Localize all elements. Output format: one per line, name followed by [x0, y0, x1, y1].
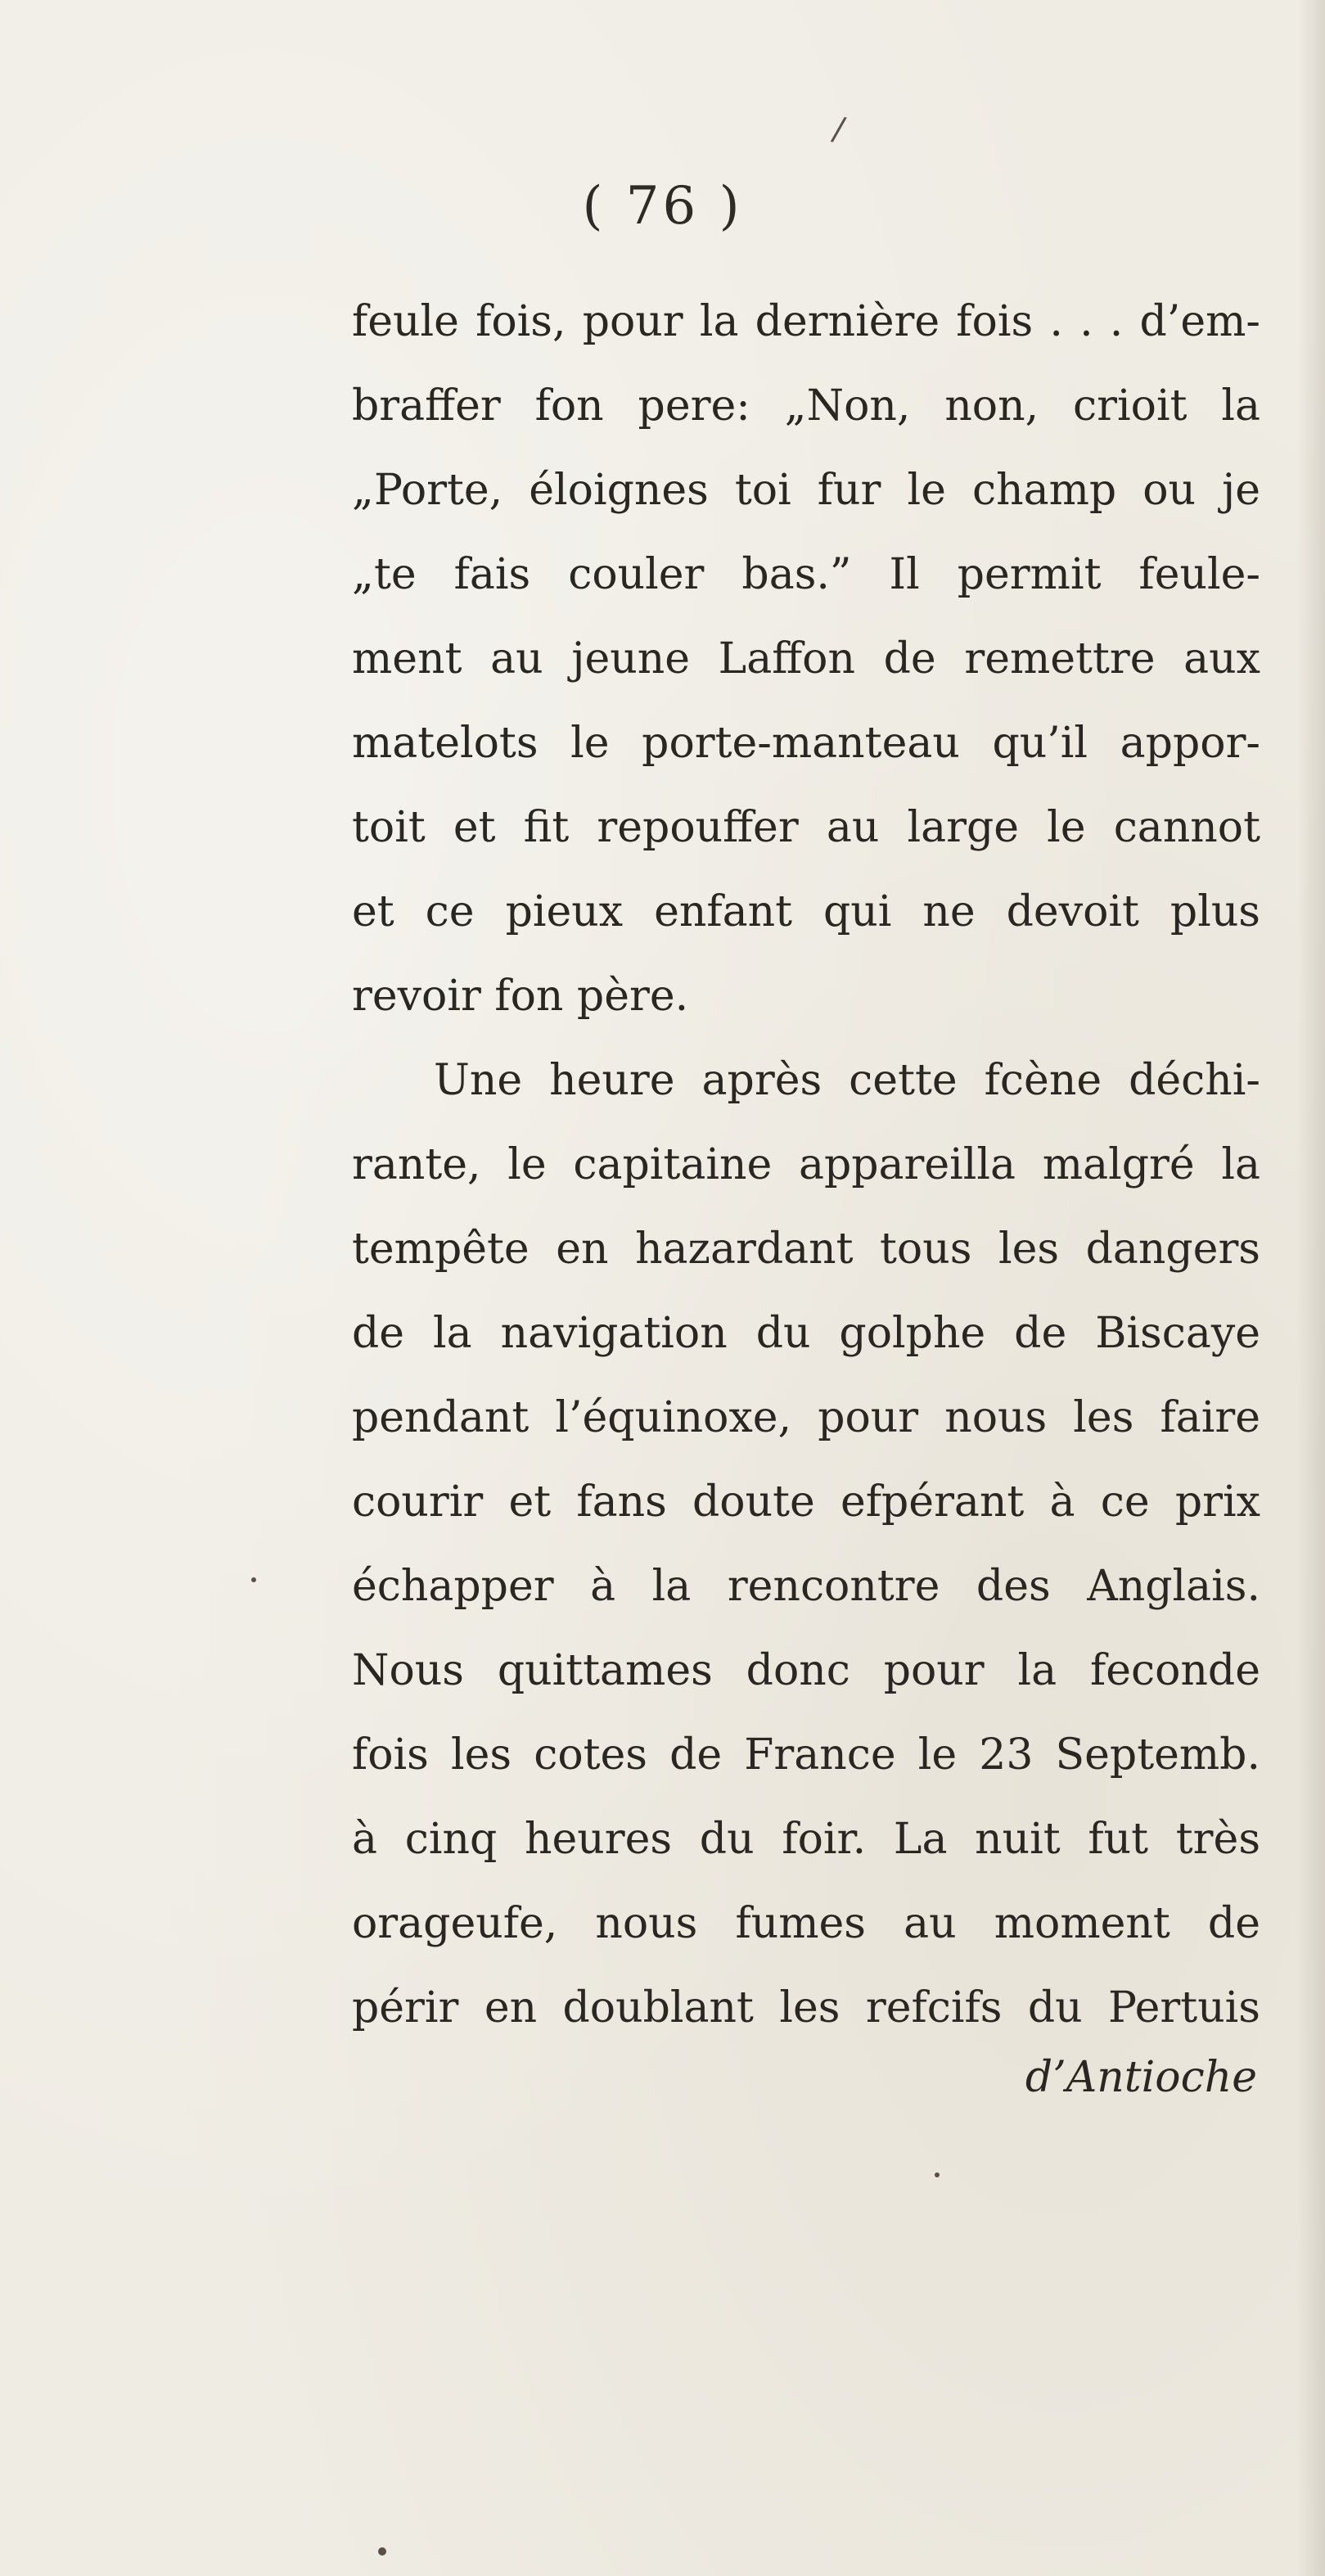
text-line-15: courir et fans doute efpérant à ce prix	[352, 1477, 1260, 1527]
text-line-14: pendant l’équinoxe, pour nous les faire	[352, 1393, 1260, 1442]
text-line-19: à cinq heures du foir. La nuit fut très	[352, 1815, 1260, 1864]
text-line-1: feule fois, pour la dernière fois . . . d’em-	[352, 297, 1260, 346]
text-line-7: toit et fit repouffer au large le cannot	[352, 803, 1260, 852]
ink-speck	[378, 2547, 386, 2556]
text-line-17: Nous quittames donc pour la feconde	[352, 1646, 1260, 1695]
text-line-16: échapper à la rencontre des Anglais.	[352, 1562, 1260, 1611]
ink-speck	[935, 2172, 940, 2177]
body-text	[352, 280, 1260, 2050]
text-line-20: orageufe, nous fumes au moment de	[352, 1899, 1260, 1948]
text-line-9: revoir fon père.	[352, 972, 689, 1021]
text-line-8: et ce pieux enfant qui ne devoit plus	[352, 887, 1260, 936]
text-line-10: Une heure après cette fcène déchi-	[434, 1056, 1260, 1105]
top-tick-mark: /	[829, 110, 849, 149]
text-line-18: fois les cotes de France le 23 Septemb.	[352, 1730, 1260, 1780]
page-gutter-shadow	[1297, 0, 1325, 2576]
text-line-4: „te fais couler bas.” Il permit feule-	[352, 550, 1260, 599]
text-line-11: rante, le capitaine appareilla malgré la	[352, 1140, 1260, 1189]
page-number: ( 76 )	[582, 176, 743, 237]
catchword: d’Antioche	[1025, 2053, 1257, 2102]
text-line-2: braffer fon pere: „Non, non, crioit la	[352, 381, 1260, 431]
text-line-12: tempête en hazardant tous les dangers	[352, 1225, 1260, 1274]
text-line-13: de la navigation du golphe de Biscaye	[352, 1309, 1260, 1358]
text-line-21: périr en doublant les refcifs du Pertuis	[352, 1983, 1260, 2032]
text-line-3: „Porte, éloignes toi fur le champ ou je	[352, 466, 1260, 515]
text-line-5: ment au jeune Laffon de remettre aux	[352, 634, 1260, 683]
text-line-6: matelots le porte-manteau qu’il appor-	[352, 719, 1260, 768]
ink-speck	[251, 1577, 256, 1582]
